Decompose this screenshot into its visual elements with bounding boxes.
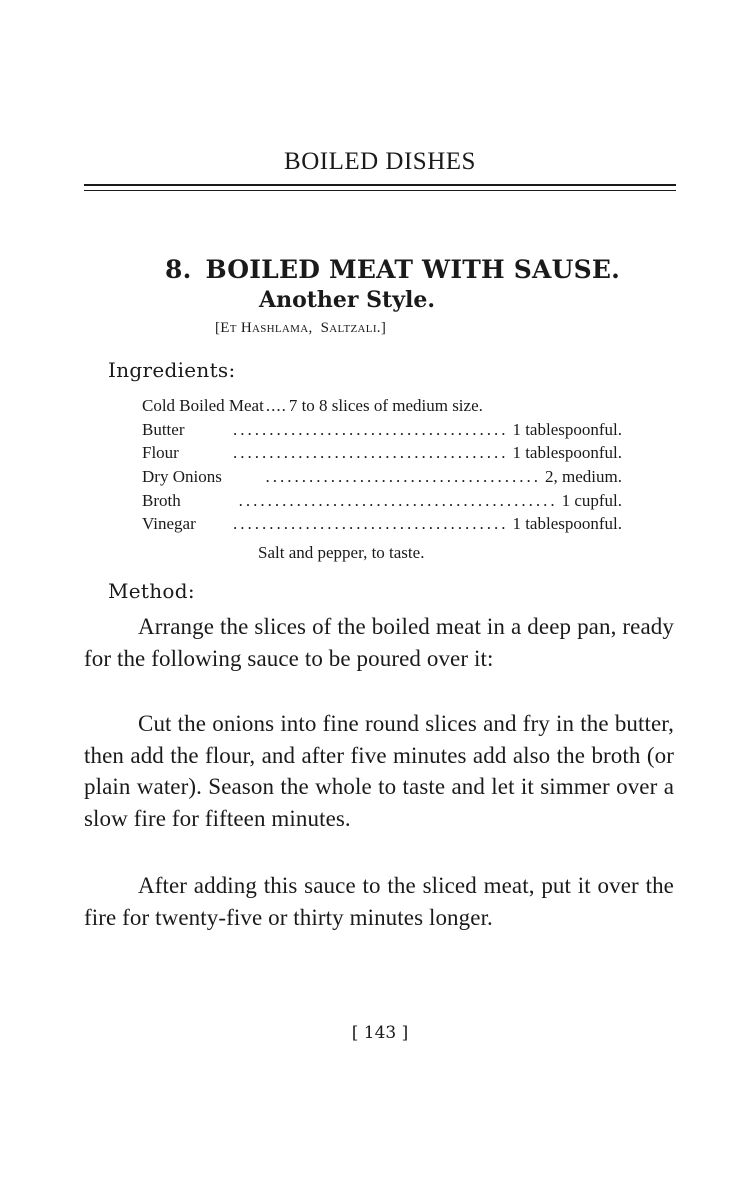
ingredient-row (142, 418, 622, 441)
method-heading: Method: (108, 579, 195, 603)
alt-name-1: Et Hashlama, (220, 320, 313, 336)
running-head: BOILED DISHES (284, 148, 476, 175)
alt-bracket-open: [ (215, 320, 221, 336)
leader-dots: .... (265, 396, 287, 415)
ingredient-name: Flour (142, 443, 179, 462)
ingredient-name: Butter (142, 420, 185, 439)
ingredient-amount: 1 cupful. (561, 491, 622, 510)
ingredient-row (142, 394, 622, 417)
ingredient-amount: 7 to 8 slices of medium size. (288, 396, 483, 415)
ingredient-name: Broth (142, 491, 181, 510)
method-paragraph: Arrange the slices of the boiled meat in a deep pan, ready for the following sauce to be poured over it: (84, 614, 674, 671)
recipe-number: 8. (165, 255, 192, 284)
leader-dots: ...................................... (232, 443, 509, 462)
recipe-title-text: BOILED MEAT WITH SAUSE. (205, 255, 621, 284)
leader-dots: ............................................ (238, 491, 558, 510)
leader-dots: ...................................... (232, 514, 509, 533)
page-number: [ 143 ] (351, 1023, 409, 1043)
ingredient-row (142, 489, 622, 512)
alt-name-2: Saltzali. (320, 320, 381, 336)
ingredient-amount: 1 tablespoonful. (512, 514, 622, 533)
ingredient-amount: 1 tablespoonful. (512, 420, 622, 439)
seasoning-note: Salt and pepper, to taste. (258, 543, 425, 562)
recipe-alternate-name (215, 318, 386, 338)
ingredient-amount: 2, medium. (545, 467, 622, 486)
ingredients-heading: Ingredients: (108, 358, 236, 382)
ingredient-amount: 1 tablespoonful. (512, 443, 622, 462)
leader-dots: ...................................... (232, 420, 509, 439)
leader-dots: ...................................... (265, 467, 542, 486)
header-rule-thick (84, 184, 676, 186)
recipe-subtitle: Another Style. (259, 287, 435, 313)
ingredient-row (142, 465, 622, 488)
ingredient-row (142, 512, 622, 535)
alt-bracket-close: ] (380, 320, 387, 336)
ingredient-name: Cold Boiled Meat (142, 396, 264, 415)
ingredient-row (142, 441, 622, 464)
ingredient-name: Dry Onions (142, 467, 222, 486)
method-paragraph: Cut the onions into fine round slices and fry in the butter, then add the flour, and after five minutes add also the broth (or plain water). Season the whole to taste and let it simmer over a slow fire for fifteen minutes. (84, 711, 674, 831)
method-paragraph: After adding this sauce to the sliced meat, put it over the fire for twenty-five or thirty minutes longer. (84, 873, 674, 930)
header-rule-thin (84, 190, 676, 191)
ingredient-name: Vinegar (142, 514, 196, 533)
recipe-title (165, 254, 620, 286)
